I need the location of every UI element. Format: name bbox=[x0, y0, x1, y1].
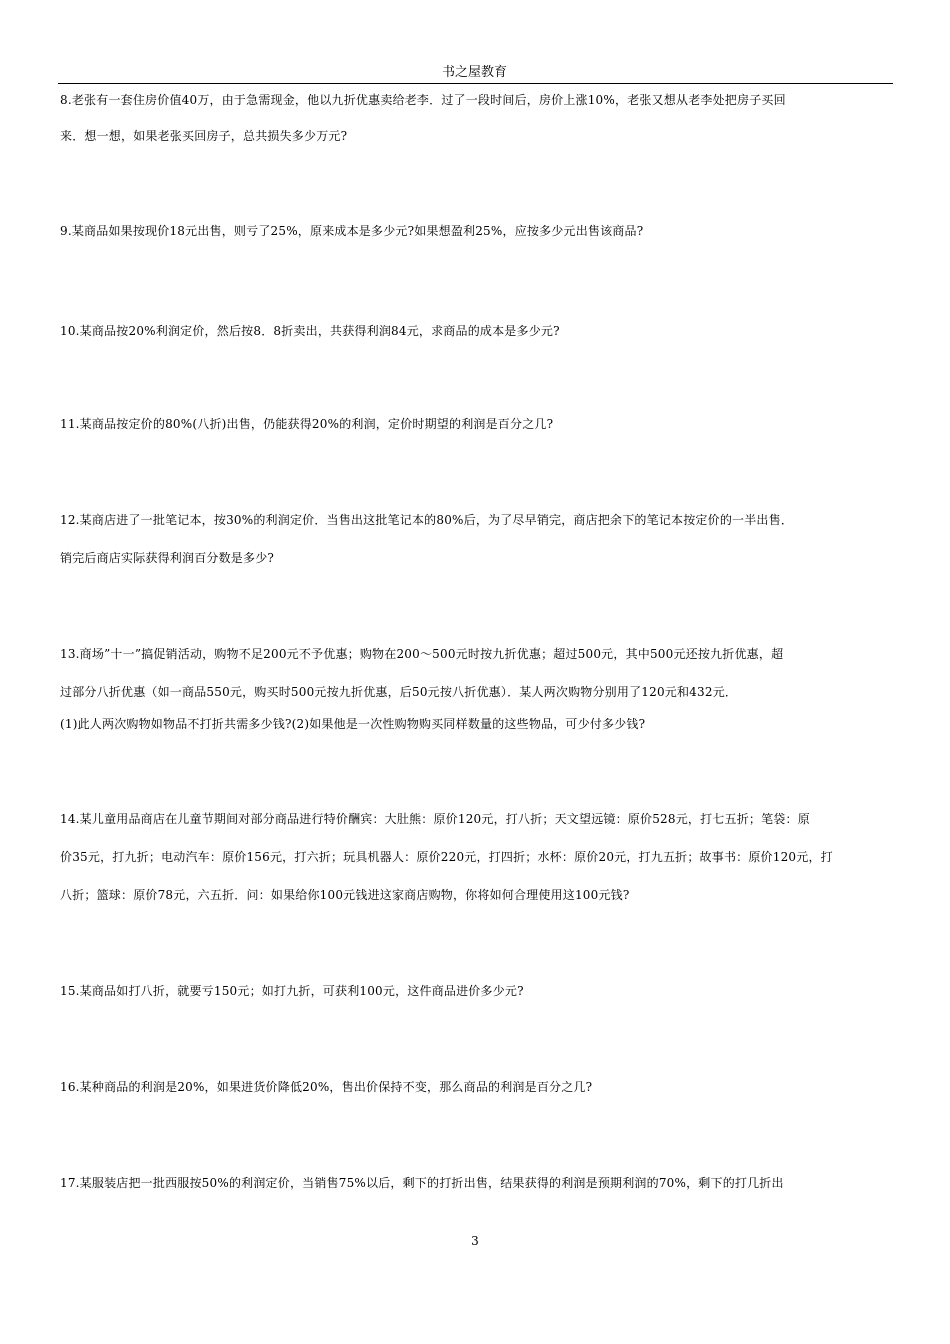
question-17-line-1: 17.某服装店把一批西服按50%的利润定价，当销售75%以后，剩下的打折出售，结果获得的利润是预期利润的70%，剩下的打几折出 bbox=[60, 1176, 784, 1190]
question-16-line-1: 16.某种商品的利润是20%，如果进货价降低20%，售出价保持不变，那么商品的利润是百分之几? bbox=[60, 1080, 593, 1094]
question-13-line-1: 13.商场”十一”搞促销活动，购物不足200元不予优惠；购物在200～500元时按九折优惠；超过500元，其中500元还按九折优惠，超 bbox=[60, 647, 784, 661]
question-12-line-1: 12.某商店进了一批笔记本，按30%的利润定价．当售出这批笔记本的80%后，为了尽早销完，商店把余下的笔记本按定价的一半出售． bbox=[60, 513, 794, 527]
question-9-line-1: 9.某商品如果按现价18元出售，则亏了25%，原来成本是多少元?如果想盈利25%，应按多少元出售该商品? bbox=[60, 224, 644, 238]
question-13-line-2: 过部分八折优惠（如一商品550元，购买时500元按九折优惠，后50元按八折优惠）．某人两次购物分别用了120元和432元． bbox=[60, 685, 738, 699]
question-8-line-2: 来．想一想，如果老张买回房子，总共损失多少万元? bbox=[60, 129, 348, 143]
question-15-line-1: 15.某商品如打八折，就要亏150元；如打九折，可获利100元，这件商品进价多少元? bbox=[60, 984, 524, 998]
question-14-line-2: 价35元，打九折；电动汽车：原价156元，打六折；玩具机器人：原价220元，打四折；水杯：原价20元，打九五折；故事书：原价120元，打 bbox=[60, 850, 833, 864]
page-header-title: 书之屋教育 bbox=[441, 65, 507, 80]
page-number: 3 bbox=[471, 1234, 479, 1248]
question-13-line-3: (1)此人两次购物如物品不打折共需多少钱?(2)如果他是一次性购物购买同样数量的这些物品，可少付多少钱? bbox=[60, 717, 646, 731]
question-8-line-1: 8.老张有一套住房价值40万，由于急需现金，他以九折优惠卖给老李．过了一段时间后，房价上涨10%，老张又想从老李处把房子买回 bbox=[60, 93, 786, 107]
question-14-line-3: 八折；篮球：原价78元，六五折．问：如果给你100元钱进这家商店购物，你将如何合理使用这100元钱? bbox=[60, 888, 630, 902]
question-12-line-2: 销完后商店实际获得利润百分数是多少? bbox=[60, 551, 275, 565]
question-14-line-1: 14.某儿童用品商店在儿童节期间对部分商品进行特价酬宾：大肚熊：原价120元，打八折；天文望远镜：原价528元，打七五折；笔袋：原 bbox=[60, 812, 810, 826]
question-11-line-1: 11.某商品按定价的80%(八折)出售，仍能获得20%的利润，定价时期望的利润是百分之几? bbox=[60, 417, 554, 431]
header-divider bbox=[58, 83, 893, 84]
question-10-line-1: 10.某商品按20%利润定价，然后按8．8折卖出，共获得利润84元，求商品的成本是多少元? bbox=[60, 324, 560, 338]
